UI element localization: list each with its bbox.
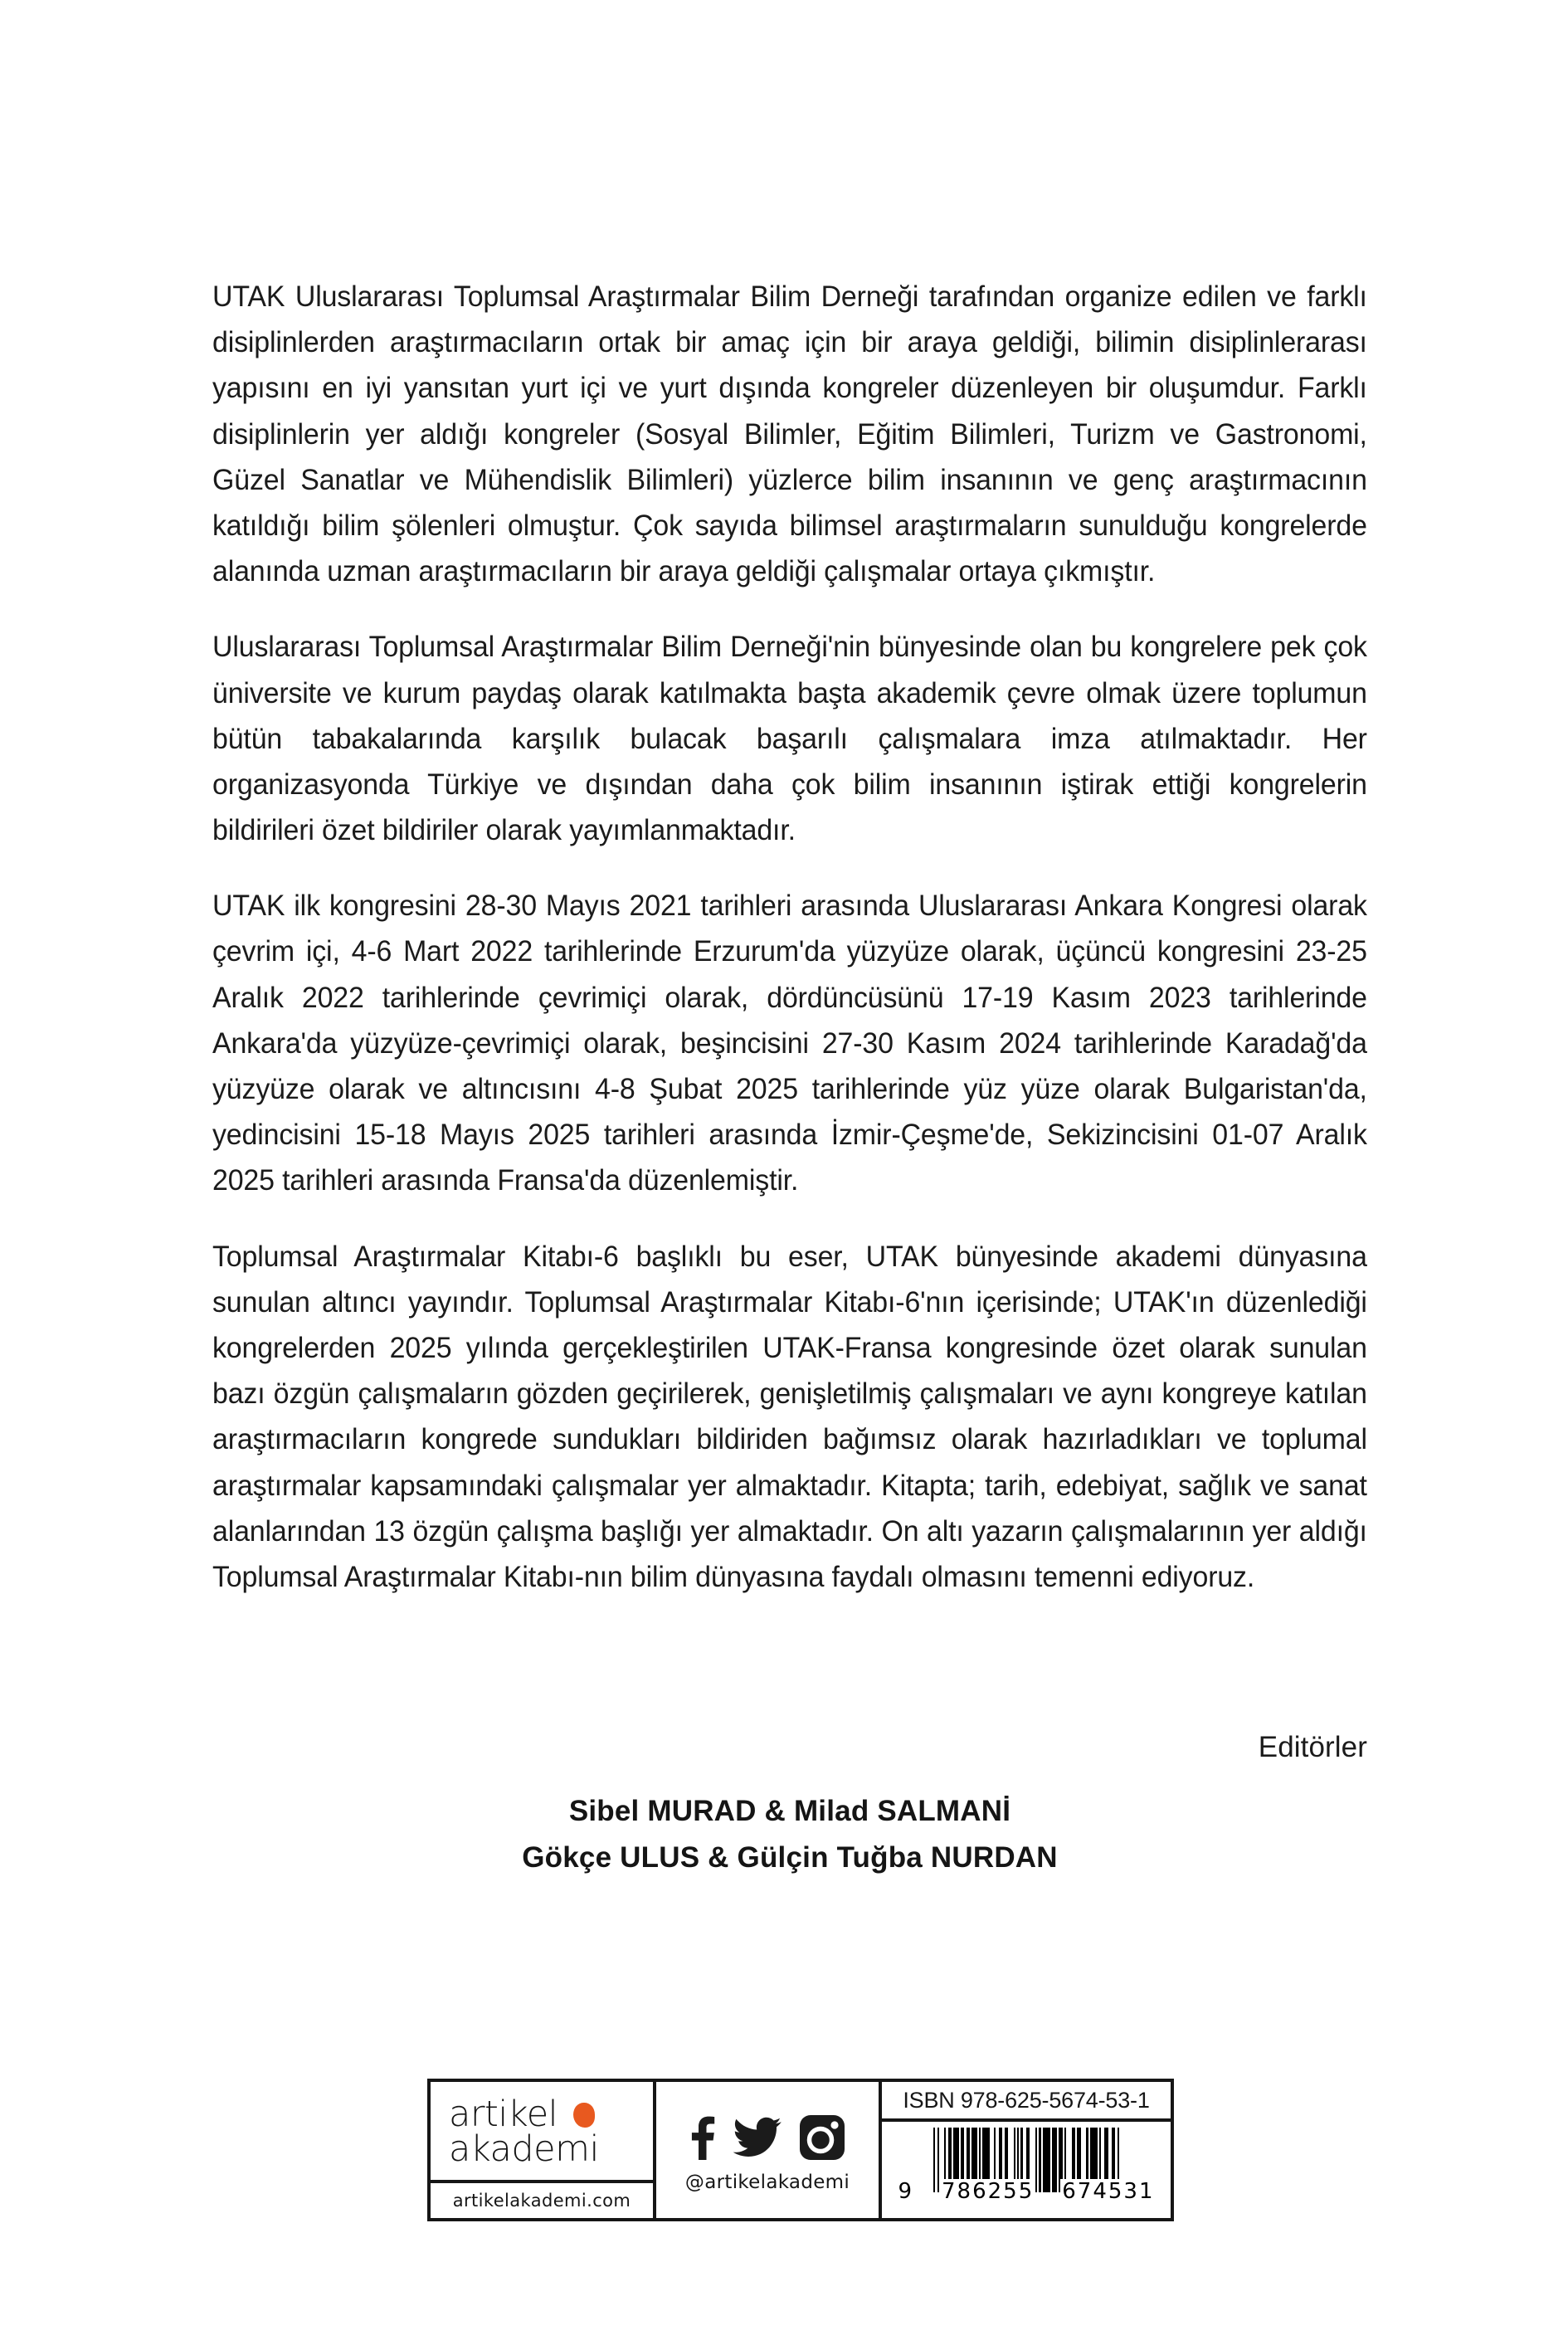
blurb-text-column [212, 274, 1367, 1600]
barcode-digits-row [896, 2179, 1156, 2204]
publisher-logo-cell [431, 2082, 656, 2218]
editors-signature-block [212, 1726, 1367, 1882]
social-icons-row [690, 2112, 845, 2163]
facebook-icon[interactable] [690, 2115, 715, 2160]
publisher-website[interactable]: artikelakademi.com [452, 2191, 631, 2211]
editor-name-line-1: Sibel MURAD & Milad SALMANİ [568, 1794, 1011, 1827]
social-media-cell [656, 2082, 882, 2218]
paragraph-2: Uluslararası Toplumsal Araştırmalar Bilim Derneği'nin bünyesinde olan bu kongrelere pek çok üniversite ve kurum paydaş olarak katılmakta başta akademik çevre olmak üzere toplumun bütün tabakalarında karşılık bulacak başarılı çalışmalara imza atılmaktadır. Her organizasyonda Türkiye ve dışından daha çok bilim insanının iştirak ettiği kongrelerin bildirileri özet bildiriler olarak yayımlanmaktadır. [212, 630, 1367, 847]
isbn-label: ISBN 978-625-5674-53-1 [882, 2082, 1171, 2122]
editors-role-label: Editörler [1258, 1731, 1367, 1763]
logo-orange-dot-icon [573, 2103, 595, 2128]
isbn-barcode [882, 2122, 1171, 2218]
publisher-logo-line-2: akademi [449, 2128, 599, 2170]
publisher-footer-bar [427, 2079, 1174, 2221]
editor-name-line-2: Gökçe ULUS & Gülçin Tuğba NURDAN [522, 1841, 1058, 1874]
publisher-logo [431, 2082, 653, 2183]
instagram-icon[interactable] [800, 2115, 845, 2160]
barcode-digits-mid: 786255 [942, 2179, 1035, 2204]
paragraph-3: UTAK ilk kongresini 28-30 Mayıs 2021 tarihleri arasında Uluslararası Ankara Kongresi olarak çevrim içi, 4-6 Mart 2022 tarihlerinde Erzurum'da yüzyüze olarak, üçüncü kongresini 23-25 Aralık 2022 tarihlerinde çevrimiçi olarak, dördüncüsünü 17-19 Kasım 2023 tarihlerinde Ankara'da yüzyüze-çevrimiçi olarak, beşincisini 27-30 Kasım 2024 tarihlerinde Karadağ'da yüzyüze olarak ve altıncısını 4-8 Şubat 2025 tarihlerinde yüz yüze olarak Bulgaristan'da, yedincisini 15-18 Mayıs 2025 tarihleri arasında İzmir-Çeşme'de, Sekizincisini 01-07 Aralık 2025 tarihleri arasında Fransa'da düzenlemiştir. [212, 889, 1367, 1197]
paragraph-1: UTAK Uluslararası Toplumsal Araştırmalar Bilim Derneği tarafından organize edilen ve farklı disiplinlerden araştırmacıların ortak bir amaç için bir araya geldiği, bilimin disiplinlerarası yapısını en iyi yansıtan yurt içi ve yurt dışında kongreler düzenleyen bir oluşumdur. Farklı disiplinlerin yer aldığı kongreler (Sosyal Bilimler, Eğitim Bilimleri, Turizm ve Gastronomi, Güzel Sanatlar ve Mühendislik Bilimleri) yüzlerce bilim insanının ve genç araştırmacının katıldığı bilim şölenleri olmuştur. Çok sayıda bilimsel araştırmaların sunulduğu kongrelerde alanında uzman araştırmacıların bir araya geldiği çalışmalar ortaya çıkmıştır. [212, 280, 1367, 588]
paragraph-4: Toplumsal Araştırmalar Kitabı-6 başlıklı bu eser, UTAK bünyesinde akademi dünyasına sunulan altıncı yayındır. Toplumsal Araştırmalar Kitabı-6'nın içerisinde; UTAK'ın düzenlediği kongrelerden 2025 yılında gerçekleştirilen UTAK-Fransa kongresinde özet olarak sunulan bazı özgün çalışmaların gözden geçirilerek, genişletilmiş çalışmaları ve aynı kongreye katılan araştırmacıların kongrede sundukları bildiriden bağımsız olarak hazırladıkları ve toplumal araştırmalar kapsamındaki çalışmalar yer almaktadır. Kitapta; tarih, edebiyat, sağlık ve sanat alanlarından 13 özgün çalışma başlığı yer almaktadır. On altı yazarın çalışmalarının yer aldığı Toplumsal Araştırmalar Kitabı-nın bilim dünyasına faydalı olmasını temenni ediyoruz. [212, 1239, 1367, 1593]
social-handle[interactable]: @artikelakademi [684, 2172, 850, 2193]
barcode-digits-right: 674531 [1062, 2179, 1155, 2204]
publisher-logo-line-1: artikel [449, 2098, 558, 2131]
editors-names [212, 1788, 1367, 1882]
twitter-icon[interactable] [733, 2117, 782, 2158]
barcode-digit-left: 9 [898, 2179, 913, 2204]
isbn-cell [882, 2082, 1171, 2218]
